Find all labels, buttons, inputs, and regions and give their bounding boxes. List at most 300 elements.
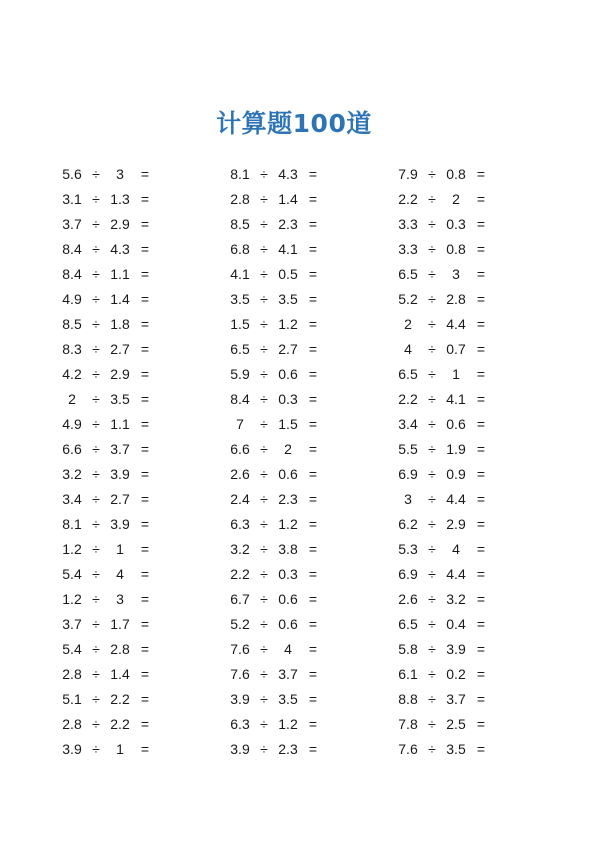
dividend: 2.8 (230, 191, 250, 207)
problem-row (226, 412, 376, 437)
problem-row (58, 587, 208, 612)
equals-sign: = (140, 716, 150, 732)
dividend: 2.8 (62, 716, 82, 732)
division-sign: ÷ (92, 316, 100, 332)
division-sign: ÷ (92, 366, 100, 382)
problem-row (394, 712, 544, 737)
problem-row (226, 537, 376, 562)
division-sign: ÷ (428, 716, 436, 732)
division-sign: ÷ (260, 441, 268, 457)
dividend: 1.2 (62, 591, 82, 607)
equals-sign: = (308, 666, 318, 682)
equals-sign: = (476, 316, 486, 332)
problem-row (58, 187, 208, 212)
dividend: 3.9 (230, 741, 250, 757)
problem-row (394, 487, 544, 512)
dividend: 5.1 (62, 691, 82, 707)
divisor: 2.2 (110, 716, 130, 732)
problem-row (394, 337, 544, 362)
division-sign: ÷ (428, 566, 436, 582)
division-sign: ÷ (260, 366, 268, 382)
equals-sign: = (140, 316, 150, 332)
dividend: 7.8 (398, 716, 418, 732)
problem-row (226, 337, 376, 362)
dividend: 6.6 (230, 441, 250, 457)
division-sign: ÷ (428, 516, 436, 532)
equals-sign: = (140, 566, 150, 582)
divisor: 4.4 (446, 491, 466, 507)
dividend: 6.5 (398, 616, 418, 632)
dividend: 5.2 (230, 616, 250, 632)
dividend: 4 (404, 341, 412, 357)
problem-row (394, 637, 544, 662)
dividend: 3.5 (230, 291, 250, 307)
equals-sign: = (140, 341, 150, 357)
division-sign: ÷ (260, 191, 268, 207)
dividend: 8.1 (230, 166, 250, 182)
division-sign: ÷ (92, 191, 100, 207)
divisor: 4 (452, 541, 460, 557)
equals-sign: = (308, 691, 318, 707)
equals-sign: = (308, 291, 318, 307)
division-sign: ÷ (260, 516, 268, 532)
dividend: 6.3 (230, 716, 250, 732)
division-sign: ÷ (428, 416, 436, 432)
equals-sign: = (308, 716, 318, 732)
divisor: 2.3 (278, 216, 298, 232)
divisor: 0.9 (446, 466, 466, 482)
problem-row (58, 412, 208, 437)
dividend: 8.4 (62, 266, 82, 282)
divisor: 4.3 (278, 166, 298, 182)
divisor: 1.2 (278, 516, 298, 532)
dividend: 6.2 (398, 516, 418, 532)
equals-sign: = (308, 491, 318, 507)
problem-row (226, 312, 376, 337)
dividend: 6.1 (398, 666, 418, 682)
problem-row (58, 237, 208, 262)
problem-row (58, 737, 208, 762)
divisor: 3.7 (446, 691, 466, 707)
equals-sign: = (140, 391, 150, 407)
division-sign: ÷ (260, 591, 268, 607)
divisor: 3.7 (278, 666, 298, 682)
divisor: 1.1 (110, 266, 130, 282)
divisor: 0.6 (278, 366, 298, 382)
division-sign: ÷ (428, 441, 436, 457)
dividend: 8.5 (230, 216, 250, 232)
equals-sign: = (476, 541, 486, 557)
divisor: 2.9 (110, 216, 130, 232)
equals-sign: = (476, 341, 486, 357)
problem-row (58, 162, 208, 187)
problem-row (394, 562, 544, 587)
page-title: 计算题100道 (216, 109, 372, 138)
division-sign: ÷ (92, 516, 100, 532)
problem-column-1 (58, 162, 208, 762)
division-sign: ÷ (92, 616, 100, 632)
problem-row (226, 687, 376, 712)
equals-sign: = (140, 641, 150, 657)
dividend: 6.5 (398, 366, 418, 382)
problem-row (394, 512, 544, 537)
equals-sign: = (476, 491, 486, 507)
dividend: 6.9 (398, 566, 418, 582)
divisor: 1.8 (110, 316, 130, 332)
division-sign: ÷ (428, 491, 436, 507)
division-sign: ÷ (428, 191, 436, 207)
divisor: 0.6 (278, 616, 298, 632)
divisor: 3 (452, 266, 460, 282)
problem-row (226, 387, 376, 412)
equals-sign: = (308, 741, 318, 757)
problem-row (226, 212, 376, 237)
problem-row (58, 312, 208, 337)
problem-row (394, 362, 544, 387)
equals-sign: = (476, 416, 486, 432)
equals-sign: = (308, 266, 318, 282)
dividend: 2.2 (230, 566, 250, 582)
division-sign: ÷ (260, 241, 268, 257)
problem-row (226, 662, 376, 687)
divisor: 0.4 (446, 616, 466, 632)
divisor: 0.8 (446, 241, 466, 257)
division-sign: ÷ (92, 416, 100, 432)
divisor: 1 (116, 741, 124, 757)
problem-row (226, 362, 376, 387)
division-sign: ÷ (92, 641, 100, 657)
problem-row (394, 587, 544, 612)
equals-sign: = (140, 166, 150, 182)
problem-row (226, 487, 376, 512)
dividend: 3.7 (62, 216, 82, 232)
dividend: 7.6 (230, 641, 250, 657)
equals-sign: = (476, 391, 486, 407)
divisor: 0.6 (278, 591, 298, 607)
division-sign: ÷ (260, 566, 268, 582)
dividend: 8.1 (62, 516, 82, 532)
equals-sign: = (308, 441, 318, 457)
equals-sign: = (308, 566, 318, 582)
problem-row (394, 212, 544, 237)
dividend: 3.2 (230, 541, 250, 557)
problem-row (394, 262, 544, 287)
divisor: 0.8 (446, 166, 466, 182)
equals-sign: = (476, 641, 486, 657)
problem-row (58, 437, 208, 462)
problem-row (58, 712, 208, 737)
dividend: 7 (236, 416, 244, 432)
divisor: 1.2 (278, 716, 298, 732)
problem-row (58, 662, 208, 687)
division-sign: ÷ (260, 716, 268, 732)
divisor: 2.8 (110, 641, 130, 657)
equals-sign: = (140, 191, 150, 207)
equals-sign: = (308, 241, 318, 257)
division-sign: ÷ (428, 591, 436, 607)
problem-row (394, 462, 544, 487)
equals-sign: = (476, 666, 486, 682)
divisor: 3.7 (110, 441, 130, 457)
division-sign: ÷ (428, 266, 436, 282)
equals-sign: = (476, 741, 486, 757)
problem-row (226, 512, 376, 537)
division-sign: ÷ (428, 741, 436, 757)
divisor: 3.5 (110, 391, 130, 407)
dividend: 8.4 (230, 391, 250, 407)
equals-sign: = (476, 191, 486, 207)
dividend: 3.7 (62, 616, 82, 632)
dividend: 2.8 (62, 666, 82, 682)
division-sign: ÷ (92, 566, 100, 582)
division-sign: ÷ (92, 441, 100, 457)
problem-row (226, 712, 376, 737)
dividend: 1.5 (230, 316, 250, 332)
divisor: 0.7 (446, 341, 466, 357)
divisor: 4 (284, 641, 292, 657)
dividend: 7.9 (398, 166, 418, 182)
divisor: 1.9 (446, 441, 466, 457)
equals-sign: = (140, 591, 150, 607)
dividend: 6.5 (230, 341, 250, 357)
division-sign: ÷ (92, 741, 100, 757)
dividend: 6.8 (230, 241, 250, 257)
divisor: 4.4 (446, 316, 466, 332)
dividend: 3.4 (62, 491, 82, 507)
dividend: 3.3 (398, 241, 418, 257)
equals-sign: = (476, 216, 486, 232)
equals-sign: = (140, 216, 150, 232)
equals-sign: = (476, 566, 486, 582)
division-sign: ÷ (428, 241, 436, 257)
division-sign: ÷ (260, 491, 268, 507)
division-sign: ÷ (428, 366, 436, 382)
divisor: 1.2 (278, 316, 298, 332)
problem-row (394, 187, 544, 212)
dividend: 4.2 (62, 366, 82, 382)
dividend: 8.4 (62, 241, 82, 257)
dividend: 8.3 (62, 341, 82, 357)
divisor: 2.7 (278, 341, 298, 357)
equals-sign: = (476, 241, 486, 257)
divisor: 3.9 (446, 641, 466, 657)
divisor: 2.7 (110, 491, 130, 507)
division-sign: ÷ (428, 291, 436, 307)
divisor: 1.7 (110, 616, 130, 632)
divisor: 0.6 (446, 416, 466, 432)
division-sign: ÷ (260, 541, 268, 557)
dividend: 5.6 (62, 166, 82, 182)
problem-row (58, 537, 208, 562)
division-sign: ÷ (428, 341, 436, 357)
problem-row (226, 612, 376, 637)
problem-row (226, 462, 376, 487)
problem-row (58, 337, 208, 362)
dividend: 4.1 (230, 266, 250, 282)
equals-sign: = (308, 416, 318, 432)
problem-row (58, 387, 208, 412)
dividend: 6.3 (230, 516, 250, 532)
dividend: 5.9 (230, 366, 250, 382)
divisor: 2.3 (278, 741, 298, 757)
division-sign: ÷ (428, 666, 436, 682)
equals-sign: = (308, 366, 318, 382)
problem-row (226, 437, 376, 462)
divisor: 0.6 (278, 466, 298, 482)
dividend: 5.8 (398, 641, 418, 657)
division-sign: ÷ (92, 491, 100, 507)
division-sign: ÷ (260, 266, 268, 282)
divisor: 3.5 (278, 691, 298, 707)
problem-row (58, 287, 208, 312)
dividend: 3.1 (62, 191, 82, 207)
division-sign: ÷ (92, 216, 100, 232)
problem-row (58, 212, 208, 237)
dividend: 6.7 (230, 591, 250, 607)
divisor: 4.4 (446, 566, 466, 582)
division-sign: ÷ (260, 316, 268, 332)
equals-sign: = (308, 641, 318, 657)
divisor: 4 (116, 566, 124, 582)
dividend: 8.8 (398, 691, 418, 707)
dividend: 5.4 (62, 641, 82, 657)
divisor: 4.3 (110, 241, 130, 257)
dividend: 2 (404, 316, 412, 332)
dividend: 7.6 (398, 741, 418, 757)
equals-sign: = (476, 616, 486, 632)
equals-sign: = (140, 541, 150, 557)
division-sign: ÷ (92, 266, 100, 282)
division-sign: ÷ (92, 341, 100, 357)
problem-row (58, 612, 208, 637)
divisor: 3.9 (110, 466, 130, 482)
division-sign: ÷ (428, 541, 436, 557)
dividend: 7.6 (230, 666, 250, 682)
division-sign: ÷ (260, 616, 268, 632)
dividend: 4.9 (62, 416, 82, 432)
equals-sign: = (308, 616, 318, 632)
problem-row (226, 737, 376, 762)
equals-sign: = (140, 516, 150, 532)
divisor: 3 (116, 591, 124, 607)
division-sign: ÷ (428, 691, 436, 707)
divisor: 2.7 (110, 341, 130, 357)
divisor: 1 (452, 366, 460, 382)
equals-sign: = (308, 466, 318, 482)
divisor: 1.4 (110, 291, 130, 307)
division-sign: ÷ (428, 166, 436, 182)
problem-row (226, 187, 376, 212)
divisor: 3.8 (278, 541, 298, 557)
problem-row (394, 662, 544, 687)
equals-sign: = (308, 341, 318, 357)
equals-sign: = (308, 191, 318, 207)
equals-sign: = (308, 216, 318, 232)
dividend: 3.3 (398, 216, 418, 232)
problem-row (394, 437, 544, 462)
equals-sign: = (308, 166, 318, 182)
equals-sign: = (308, 541, 318, 557)
divisor: 1 (116, 541, 124, 557)
problem-row (226, 262, 376, 287)
division-sign: ÷ (92, 591, 100, 607)
equals-sign: = (140, 291, 150, 307)
division-sign: ÷ (428, 641, 436, 657)
dividend: 5.2 (398, 291, 418, 307)
problem-row (58, 262, 208, 287)
division-sign: ÷ (92, 241, 100, 257)
problem-column-2 (226, 162, 376, 762)
division-sign: ÷ (260, 341, 268, 357)
division-sign: ÷ (260, 216, 268, 232)
division-sign: ÷ (428, 391, 436, 407)
division-sign: ÷ (92, 466, 100, 482)
equals-sign: = (140, 466, 150, 482)
equals-sign: = (140, 266, 150, 282)
problem-row (58, 487, 208, 512)
divisor: 2.2 (110, 691, 130, 707)
divisor: 3.5 (446, 741, 466, 757)
problem-row (226, 237, 376, 262)
dividend: 3 (404, 491, 412, 507)
divisor: 3.2 (446, 591, 466, 607)
divisor: 0.2 (446, 666, 466, 682)
divisor: 1.4 (278, 191, 298, 207)
division-sign: ÷ (260, 741, 268, 757)
equals-sign: = (308, 516, 318, 532)
problem-row (58, 362, 208, 387)
division-sign: ÷ (92, 391, 100, 407)
division-sign: ÷ (260, 466, 268, 482)
equals-sign: = (140, 691, 150, 707)
dividend: 6.6 (62, 441, 82, 457)
dividend: 2.2 (398, 191, 418, 207)
division-sign: ÷ (260, 416, 268, 432)
problem-row (394, 312, 544, 337)
equals-sign: = (476, 366, 486, 382)
dividend: 6.5 (398, 266, 418, 282)
problem-row (394, 387, 544, 412)
dividend: 8.5 (62, 316, 82, 332)
problem-column-3 (394, 162, 544, 762)
divisor: 3.9 (110, 516, 130, 532)
dividend: 5.3 (398, 541, 418, 557)
divisor: 2.3 (278, 491, 298, 507)
problem-row (394, 162, 544, 187)
division-sign: ÷ (260, 291, 268, 307)
equals-sign: = (140, 241, 150, 257)
problem-row (394, 612, 544, 637)
dividend: 2.6 (398, 591, 418, 607)
divisor: 2.5 (446, 716, 466, 732)
divisor: 1.5 (278, 416, 298, 432)
divisor: 2.9 (446, 516, 466, 532)
problem-row (58, 512, 208, 537)
divisor: 1.4 (110, 666, 130, 682)
problem-row (58, 462, 208, 487)
divisor: 0.3 (278, 391, 298, 407)
equals-sign: = (140, 666, 150, 682)
division-sign: ÷ (260, 666, 268, 682)
equals-sign: = (308, 391, 318, 407)
problem-row (226, 287, 376, 312)
division-sign: ÷ (260, 391, 268, 407)
dividend: 3.2 (62, 466, 82, 482)
equals-sign: = (140, 741, 150, 757)
problem-row (226, 562, 376, 587)
divisor: 2 (284, 441, 292, 457)
divisor: 3 (116, 166, 124, 182)
